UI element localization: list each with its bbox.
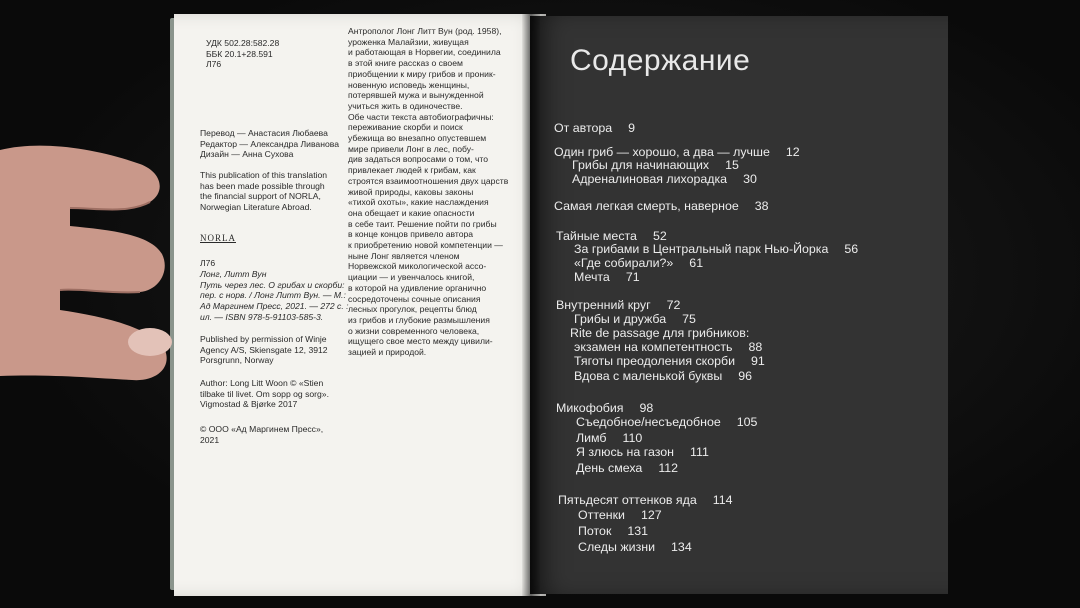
permission-line: Porsgrunn, Norway (200, 355, 274, 366)
toc-entry-title: экзамен на компетентность (574, 340, 733, 354)
bib-line: Ад Маргинем Пресс, 2021. — 272 с. : (200, 301, 349, 312)
toc-entry (572, 158, 739, 172)
toc-entry (558, 493, 733, 507)
toc-entry (578, 508, 662, 522)
toc-entry-page: 105 (736, 415, 758, 429)
toc-entry-page: 71 (625, 270, 640, 284)
bib-line: ил. — ISBN 978-5-91103-585-3. (200, 311, 324, 322)
toc-entry (574, 369, 752, 383)
toc-entry-page: 12 (785, 145, 800, 159)
book-blurb (348, 26, 508, 358)
blurb-line: новенную исповедь женщины, (348, 79, 470, 90)
catalog-codes (206, 38, 279, 70)
toc-entry-title: Лимб (576, 431, 607, 445)
norla-note (200, 170, 327, 213)
blurb-line: строятся взаимоотношения двух царств (348, 175, 509, 186)
book-gutter (522, 14, 540, 596)
toc-entry-title: Следы жизни (578, 540, 656, 554)
toc-entry-title: За грибами в Центральный парк Нью-Йорка (574, 242, 829, 256)
blurb-line: сосредоточены сочные описания (348, 293, 481, 304)
catalog-line: Л76 (206, 59, 222, 70)
toc-entry-title: Пятьдесят оттенков яда (558, 493, 697, 507)
toc-entry-title: Тяготы преодоления скорби (574, 354, 736, 368)
toc-entry-page: 38 (754, 199, 769, 213)
blurb-line: она обещает и какие опасности (348, 207, 475, 218)
toc-title: Содержание (570, 44, 751, 77)
permission-note (200, 334, 328, 366)
blurb-line: в себе таит. Решение пойти по грибы (348, 218, 497, 229)
toc-entry-page: 98 (639, 401, 654, 415)
toc-entry-page: 52 (652, 229, 667, 243)
blurb-line: мире привели Лонг в лес, побу- (348, 143, 474, 154)
toc-entry (554, 199, 769, 213)
toc-entry-page: 61 (689, 256, 704, 270)
blurb-line: переживание скорби и поиск (348, 122, 463, 133)
norla-note-line: the financial support of NORLA, (200, 191, 321, 202)
toc-entry-page: 15 (725, 158, 739, 172)
toc-entry (556, 229, 667, 243)
toc-entry (574, 270, 640, 284)
author-note (200, 378, 329, 410)
toc-entry-title: Поток (578, 524, 612, 538)
toc-entry (556, 298, 680, 312)
toc-entry-page: 9 (628, 121, 636, 135)
toc-entry-title: Съедобное/несъедобное (576, 415, 721, 429)
blurb-line: приобщении к миру грибов и проник- (348, 68, 496, 79)
toc-entry-title: Вдова с маленькой буквы (574, 369, 723, 383)
blurb-line: циации — и увенчалось книгой, (348, 272, 475, 283)
blurb-line: ныне Лонг является членом (348, 250, 460, 261)
toc-entry-title: Один гриб — хорошо, а два — лучше (554, 145, 770, 159)
copyright-note (200, 424, 323, 445)
toc-entry-page: 112 (658, 461, 679, 475)
toc-entry-page: 56 (844, 242, 859, 256)
toc-entry-page: 114 (712, 493, 733, 507)
credits-block (200, 128, 339, 160)
blurb-line: в этой книге рассказ о своем (348, 58, 463, 69)
toc-entry-page: 96 (738, 369, 753, 383)
blurb-line: привлекает людей к грибам, как (348, 165, 476, 176)
bibliographic-record (200, 269, 349, 323)
blurb-line: и работающая в Норвегии, соединила (348, 47, 501, 58)
toc-entry-page: 30 (743, 172, 757, 186)
toc-entry-title: Адреналиновая лихорадка (572, 172, 728, 186)
blurb-line: к приобретению новой компетенции — (348, 240, 503, 251)
author-note-line: Vigmostad & Bjørke 2017 (200, 399, 298, 410)
toc-entry (578, 524, 648, 538)
toc-entry (554, 121, 635, 135)
norla-note-line: This publication of this translation (200, 170, 328, 180)
credit-line: Редактор — Александра Ливанова (200, 138, 339, 149)
toc-entry-title: Оттенки (578, 508, 625, 522)
permission-line: Agency A/S, Skiensgate 12, 3912 (200, 344, 328, 355)
credit-line: Перевод — Анастасия Любаева (200, 128, 328, 138)
toc-entry (576, 431, 642, 445)
author-note-line: Author: Long Litt Woon © «Stien (200, 378, 324, 388)
toc-entry-title: «Где собирали?» (574, 256, 674, 270)
toc-entry-title: Микофобия (556, 401, 624, 415)
norla-logo: NORLA (200, 233, 236, 243)
credit-line: Дизайн — Анна Сухова (200, 149, 294, 160)
blurb-line: потерявшей мужа и вынужденной (348, 90, 484, 101)
catalog-line: УДК 502.28:582.28 (206, 38, 280, 48)
bib-code: Л76 (200, 258, 216, 268)
toc-entry-title: День смеха (576, 461, 643, 475)
toc-entry-page: 110 (622, 431, 643, 445)
toc-entry-title: Грибы и дружба (574, 312, 667, 326)
toc-entry-title: Я злюсь на газон (576, 445, 674, 459)
blurb-line: живой природы, каковы законы (348, 186, 474, 197)
toc-entry-page: 91 (751, 354, 765, 368)
blurb-line: Норвежской микологической ассо- (348, 261, 487, 272)
toc-entry (572, 172, 757, 186)
toc-entry-page: 111 (690, 445, 709, 459)
blurb-line: ищущего свое место между цивили- (348, 336, 493, 347)
toc-entry (574, 312, 696, 326)
toc-entry-title: Внутренний круг (556, 298, 651, 312)
blurb-line: из грибов и глубокие размышления (348, 314, 490, 325)
blurb-line: уроженка Малайзии, живущая (348, 36, 469, 47)
toc-entry-title: От автора (554, 121, 613, 135)
copyright-line: © ООО «Ад Маргинем Пресс», (200, 424, 324, 434)
toc-entry-page: 127 (640, 508, 662, 522)
norla-note-line: Norwegian Literature Abroad. (200, 202, 312, 213)
author-note-line: tilbake til livet. Om sopp og sorg». (200, 388, 329, 399)
toc-entry-title: Самая легкая смерть, наверное (554, 199, 739, 213)
blurb-line: Обе части текста автобиографичны: (348, 111, 494, 122)
permission-line: Published by permission of Winje (200, 334, 327, 344)
blurb-line: див задаться вопросами о том, что (348, 154, 489, 165)
blurb-line: лесных прогулок, рецепты блюд (348, 304, 477, 315)
toc-entry-page: 88 (748, 340, 763, 354)
toc-entry (576, 445, 709, 459)
blurb-line: в которой на удивление органично (348, 282, 487, 293)
toc-entry (576, 461, 678, 475)
toc-entry (570, 326, 749, 340)
toc-entry-page: 134 (671, 540, 692, 554)
norla-note-line: has been made possible through (200, 180, 325, 191)
blurb-line: зацией и природой. (348, 347, 427, 358)
bib-line: Путь через лес. О грибах и скорби: (200, 279, 345, 290)
toc-entry (576, 415, 757, 429)
toc-entry (554, 145, 800, 159)
copyright-line: 2021 (200, 434, 220, 445)
catalog-line: ББК 20.1+28.591 (206, 48, 273, 59)
toc-entry-title: Мечта (574, 270, 610, 284)
toc-entry (574, 242, 858, 256)
toc-entry (556, 401, 653, 415)
blurb-line: учиться жить в одиночестве. (348, 100, 463, 111)
toc-entry-title: Rite de passage для грибников: (570, 326, 750, 340)
toc-entry-page: 75 (682, 312, 696, 326)
blurb-line: Антрополог Лонг Литт Вун (род. 1958), (348, 26, 502, 36)
blurb-line: «тихой охоты», какие наслаждения (348, 197, 489, 208)
toc-entry (578, 540, 692, 554)
toc-entry-page: 131 (627, 524, 649, 538)
toc-entry (574, 340, 762, 354)
blurb-line: в конце концов привело автора (348, 229, 474, 240)
blurb-line: о жизни современного человека, (348, 325, 480, 336)
toc-entry (574, 256, 703, 270)
toc-entry-title: Грибы для начинающих (572, 158, 710, 172)
blurb-line: убежища во внезапно опустевшем (348, 133, 487, 144)
toc-entry-page: 72 (666, 298, 681, 312)
bib-line: пер. с норв. / Лонг Литт Вун. — М.: (200, 290, 346, 301)
bib-line: Лонг, Литт Вун (200, 269, 267, 279)
toc-entry (574, 354, 765, 368)
toc-entry-title: Тайные места (556, 229, 637, 243)
